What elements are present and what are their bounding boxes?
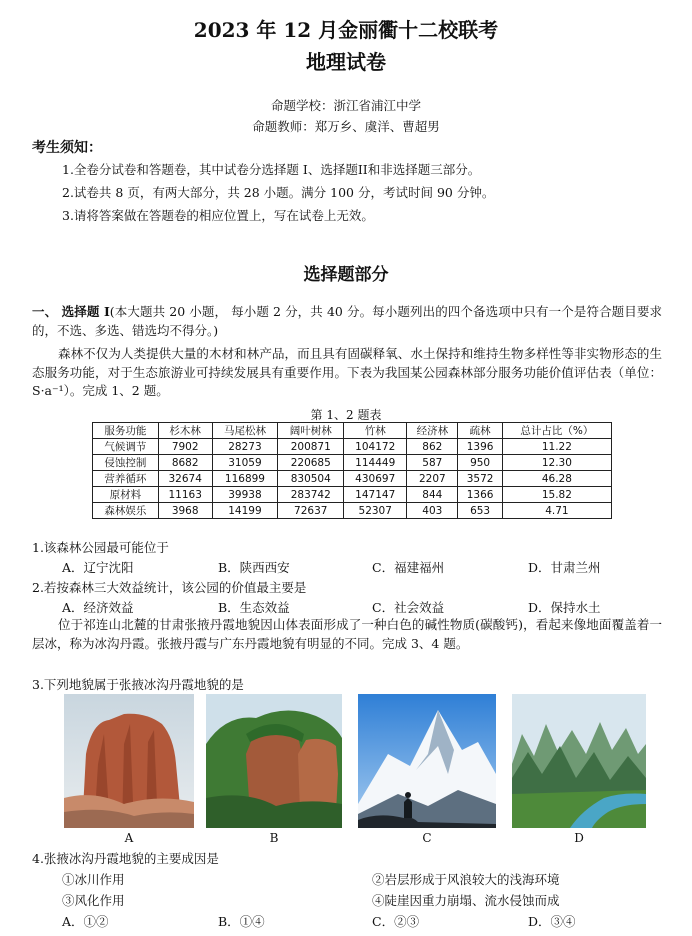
passage-2: 位于祁连山北麓的甘肃张掖丹霞地貌因山体表面形成了一种白色的碱性物质(碳酸钙)，看起来像地面覆盖着一层冰，称为冰沟丹霞。张掖丹霞与广东丹霞地貌有明显的不同。完成 3、4 题。 <box>32 617 662 651</box>
proposing-teachers: 命题教师：郑万乡、虞洋、曹超男 <box>252 119 440 134</box>
table-cell: 1396 <box>458 439 502 455</box>
table-cell: 147147 <box>344 487 407 503</box>
table-cell: 28273 <box>212 439 278 455</box>
table-cell: 8682 <box>158 455 212 471</box>
table-cell: 114449 <box>344 455 407 471</box>
row-function-cell: 气候调节 <box>93 439 159 455</box>
table-row <box>93 455 612 471</box>
photo-a-red-rock-landform <box>64 694 194 828</box>
q2-option-b: B．生态效益 <box>218 600 290 615</box>
notice-item: 3.请将答案做在答题卷的相应位置上，写在试卷上无效。 <box>62 208 374 223</box>
table-cell: 3572 <box>458 471 502 487</box>
photo-label-c: C <box>422 831 432 845</box>
table-header-cell: 疏林 <box>458 423 502 439</box>
q2-option-d: D．保持水土 <box>528 600 601 615</box>
part1-lead: 一、 选择题 I <box>32 304 110 319</box>
table-cell: 32674 <box>158 471 212 487</box>
photo-label-a: A <box>124 831 134 845</box>
table-cell: 7902 <box>158 439 212 455</box>
q1-option-b: B．陕西西安 <box>218 560 290 575</box>
question-3-stem: 3.下列地貌属于张掖冰沟丹霞地貌的是 <box>32 677 244 692</box>
table-cell: 12.30 <box>502 455 611 471</box>
table-body <box>93 439 612 519</box>
table-cell: 31059 <box>212 455 278 471</box>
table-header-cell: 竹林 <box>344 423 407 439</box>
table-row <box>93 503 612 519</box>
q4-statement-2: ②岩层形成于风浪较大的浅海环境 <box>372 872 560 887</box>
table-cell: 862 <box>407 439 458 455</box>
question-1-stem: 1.该森林公园最可能位于 <box>32 540 169 555</box>
photo-c-snow-mountain <box>358 694 496 828</box>
table-header-cell: 经济林 <box>407 423 458 439</box>
table-cell: 52307 <box>344 503 407 519</box>
table-header-cell: 总计占比（%） <box>502 423 611 439</box>
row-function-cell: 侵蚀控制 <box>93 455 159 471</box>
table-cell: 830504 <box>278 471 344 487</box>
q1-option-a: A．辽宁沈阳 <box>62 560 134 575</box>
q4-option-c: C．②③ <box>372 914 420 929</box>
table-cell: 403 <box>407 503 458 519</box>
table-cell: 430697 <box>344 471 407 487</box>
table-cell: 2207 <box>407 471 458 487</box>
exam-title: 2023 年 12 月金丽衢十二校联考 <box>193 18 499 42</box>
table-cell: 587 <box>407 455 458 471</box>
part1-instructions <box>32 303 662 340</box>
q1-option-d: D．甘肃兰州 <box>528 560 601 575</box>
table-cell: 39938 <box>212 487 278 503</box>
section-title: 选择题部分 <box>303 265 389 285</box>
exam-subject: 地理试卷 <box>306 50 386 74</box>
table-cell: 72637 <box>278 503 344 519</box>
table-caption: 第 1、2 题表 <box>310 408 382 422</box>
q2-option-a: A．经济效益 <box>62 600 134 615</box>
table-cell: 844 <box>407 487 458 503</box>
table-cell: 15.82 <box>502 487 611 503</box>
row-function-cell: 原材料 <box>93 487 159 503</box>
q4-option-a: A．①② <box>62 914 109 929</box>
photo-d-karst-river <box>512 694 646 828</box>
q2-option-c: C．社会效益 <box>372 600 445 615</box>
q4-option-d: D．③④ <box>528 914 576 929</box>
photo-label-d: D <box>574 831 584 845</box>
table-cell: 653 <box>458 503 502 519</box>
table-cell: 3968 <box>158 503 212 519</box>
table-cell: 104172 <box>344 439 407 455</box>
q1-option-c: C．福建福州 <box>372 560 445 575</box>
forest-value-table <box>92 422 612 519</box>
question-2-stem: 2.若按森林三大效益统计，该公园的价值最主要是 <box>32 580 307 595</box>
notice-item: 1.全卷分试卷和答题卷，其中试卷分选择题 I、选择题II和非选择题三部分。 <box>62 162 481 177</box>
proposing-school: 命题学校：浙江省浦江中学 <box>270 98 421 113</box>
photo-b-forested-cliffs <box>206 694 342 828</box>
table-header-row <box>93 423 612 439</box>
table-cell: 46.28 <box>502 471 611 487</box>
table-header-cell: 马尾松林 <box>212 423 278 439</box>
table-cell: 4.71 <box>502 503 611 519</box>
q4-statement-3: ③风化作用 <box>62 893 125 908</box>
table-header-cell: 杉木林 <box>158 423 212 439</box>
notice-heading: 考生须知： <box>32 140 102 156</box>
table-cell: 116899 <box>212 471 278 487</box>
table-cell: 14199 <box>212 503 278 519</box>
table-cell: 11163 <box>158 487 212 503</box>
table-cell: 200871 <box>278 439 344 455</box>
table-header-cell: 阔叶树林 <box>278 423 344 439</box>
notice-item: 2.试卷共 8 页，有两大部分，共 28 小题。满分 100 分，考试时间 90 分钟。 <box>62 185 495 200</box>
row-function-cell: 营养循环 <box>93 471 159 487</box>
photo-label-b: B <box>269 831 279 845</box>
q4-statement-4: ④陡崖因重力崩塌、流水侵蚀而成 <box>372 893 560 908</box>
table-cell: 1366 <box>458 487 502 503</box>
table-cell: 220685 <box>278 455 344 471</box>
table-cell: 950 <box>458 455 502 471</box>
row-function-cell: 森林娱乐 <box>93 503 159 519</box>
question-4-stem: 4.张掖冰沟丹霞地貌的主要成因是 <box>32 851 219 866</box>
table-header-cell: 服务功能 <box>93 423 159 439</box>
table-row <box>93 439 612 455</box>
q4-option-b: B．①④ <box>218 914 265 929</box>
part1-text: (本大题共 20 小题， 每小题 2 分，共 40 分。每小题列出的四个备选项中只有一个是符合题目要求的，不选、多选、错选均不得分。) <box>32 304 662 338</box>
table-row <box>93 487 612 503</box>
table-cell: 283742 <box>278 487 344 503</box>
table-cell: 11.22 <box>502 439 611 455</box>
table-row <box>93 471 612 487</box>
q4-statement-1: ①冰川作用 <box>62 872 125 887</box>
passage-1: 森林不仅为人类提供大量的木材和林产品，而且具有固碳释氧、水土保持和维持生物多样性等非实物形态的生态服务功能，对于生态旅游业可持续发展具有重要作用。下表为我国某公园森林部分服务功能价值评估表（单位：S·a⁻¹）。完成 1、2 题。 <box>32 346 662 398</box>
